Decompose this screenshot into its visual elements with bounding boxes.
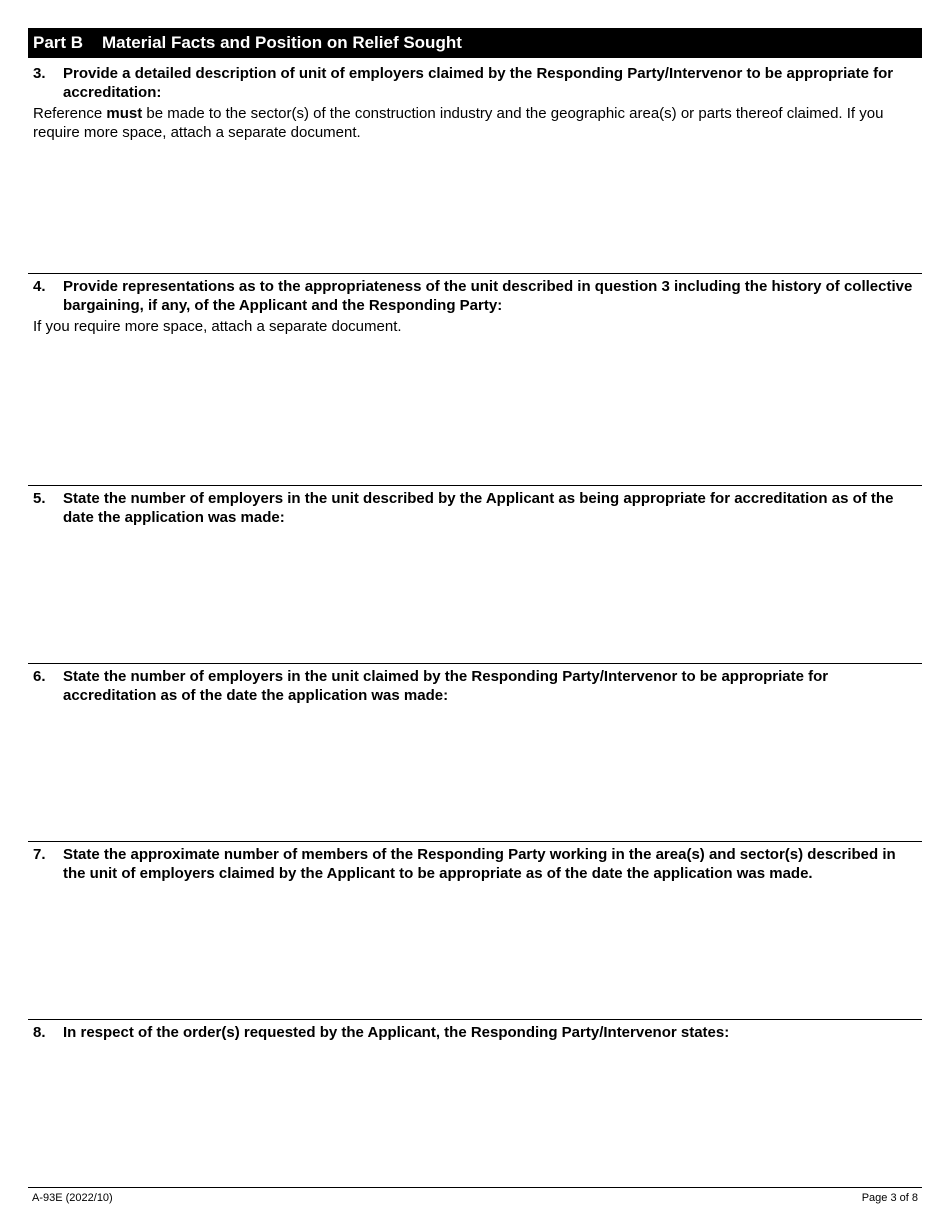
question-number: 4.: [33, 278, 46, 295]
question-text: State the number of employers in the unit claimed by the Responding Party/Intervenor to be appropriate for accreditation as of the date the application was made:: [63, 668, 829, 704]
page-number: Page 3 of 8: [861, 1192, 918, 1204]
question-number: 6.: [33, 668, 46, 685]
answer-area-3[interactable]: [33, 142, 922, 270]
question-text: State the number of employers in the unit described by the Applicant as being appropriate for accreditation as of the date the application was made:: [63, 490, 894, 526]
answer-area-7[interactable]: [33, 883, 922, 1013]
note-text: be made to the sector(s) of the construction industry and the geographic area(s) or parts thereof claimed. If you require more space, attach a separate document.: [33, 105, 884, 141]
question-8: [28, 1019, 922, 1183]
question-text: Provide a detailed description of unit of employers claimed by the Responding Party/Intervenor to be appropriate for accreditation:: [63, 65, 894, 101]
question-4-note: If you require more space, attach a separate document.: [33, 318, 402, 335]
question-4-heading: [33, 277, 922, 315]
question-number: 3.: [33, 65, 46, 82]
question-7: [28, 841, 922, 1017]
page-footer: [28, 1187, 922, 1205]
answer-area-8[interactable]: [33, 1042, 922, 1178]
note-text: Reference: [33, 105, 107, 122]
answer-area-4[interactable]: [33, 336, 922, 481]
question-text: In respect of the order(s) requested by the Applicant, the Responding Party/Intervenor states:: [63, 1024, 730, 1041]
question-number: 8.: [33, 1024, 46, 1041]
question-5: [28, 485, 922, 661]
question-6: [28, 663, 922, 839]
form-id: A-93E (2022/10): [32, 1192, 113, 1204]
answer-area-5[interactable]: [33, 527, 922, 657]
part-label: Part B: [33, 33, 84, 52]
question-3-heading: [33, 64, 922, 102]
question-text: State the approximate number of members of the Responding Party working in the area(s) and sector(s) described in the unit of employers claimed by the Applicant to be appropriate as of the date the application was made.: [63, 846, 896, 882]
note-emphasis: must: [106, 105, 143, 122]
question-6-heading: [33, 667, 922, 705]
question-3-note: [33, 104, 922, 142]
question-number: 7.: [33, 846, 46, 863]
part-title: Material Facts and Position on Relief Sought: [102, 33, 462, 52]
question-3: [28, 61, 922, 271]
question-5-heading: [33, 489, 922, 527]
question-text: Provide representations as to the appropriateness of the unit described in question 3 including the history of collective bargaining, if any, of the Applicant and the Responding Party:: [63, 278, 913, 314]
answer-area-6[interactable]: [33, 705, 922, 835]
part-header: [28, 28, 922, 58]
question-7-heading: [33, 845, 922, 883]
question-4: [28, 273, 922, 483]
question-number: 5.: [33, 490, 46, 507]
question-8-heading: [33, 1023, 922, 1042]
